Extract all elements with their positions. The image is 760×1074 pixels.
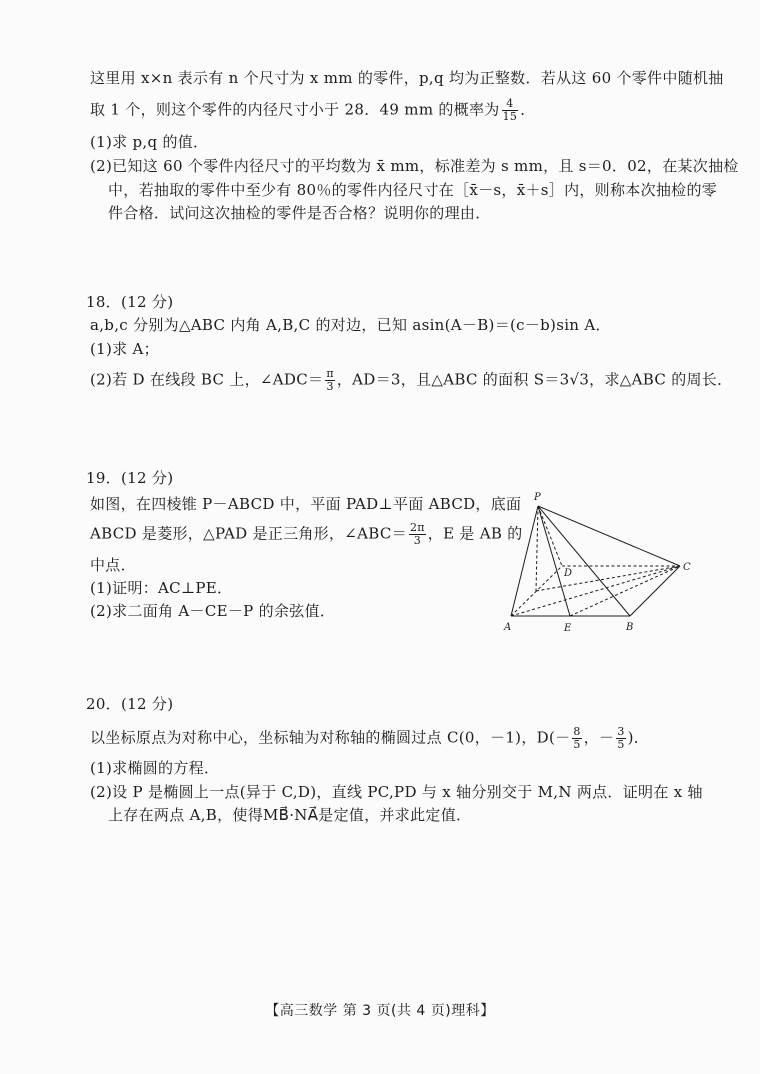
q19-line2	[90, 522, 523, 547]
label-B: B	[626, 622, 634, 633]
q20-header: 20．(12 分)	[86, 695, 174, 713]
label-C: C	[683, 562, 691, 573]
q20-fraction1	[572, 726, 581, 751]
page-footer: 【高三数学 第 3 页(共 4 页)理科】	[265, 1003, 495, 1019]
q20-part2-line1: (2)设 P 是椭圆上一点(异于 C,D)，直线 PC,PD 与 x 轴分别交于 M,N 两点．证明在 x 轴	[90, 783, 703, 801]
label-P: P	[534, 492, 541, 503]
edge-EC	[570, 566, 680, 616]
q20-frac1-num: 8	[573, 725, 581, 738]
q19-line2-text: ABCD 是菱形，△PAD 是正三角形，∠ABC＝	[90, 524, 407, 543]
q20-frac1-den: 5	[573, 738, 581, 751]
q20-line1-end: )．	[627, 728, 650, 747]
edge-height	[536, 506, 538, 591]
q19-line1: 如图，在四棱锥 P－ABCD 中，平面 PAD⊥平面 ABCD，底面	[90, 495, 522, 513]
q19-line3: 中点．	[90, 556, 136, 574]
q20-line1-text: 以坐标原点为对称中心，坐标轴为对称轴的椭圆过点 C(0，－1)，D(－	[90, 728, 571, 747]
q18-header: 18．(12 分)	[86, 293, 174, 311]
q19-frac-num: 2π	[409, 521, 425, 534]
q17-part2-line3: 件合格．试问这次抽检的零件是否合格？说明你的理由．	[108, 204, 491, 222]
q17-frac-num: 4	[502, 98, 519, 111]
edge-PC	[538, 506, 680, 566]
q20-line1-mid: ，－	[583, 728, 615, 747]
q20-frac2-den: 5	[617, 738, 625, 751]
q17-line1: 这里用 x×n 表示有 n 个尺寸为 x mm 的零件，p,q 均为正整数．若从这 60 个零件中随机抽	[90, 69, 724, 87]
q17-part2-line2: 中，若抽取的零件中至少有 80％的零件内径尺寸在［x̄－s，x̄＋s］内，则称本次抽检的零	[108, 181, 718, 199]
q19-part2: (2)求二面角 A－CE－P 的余弦值．	[90, 602, 336, 620]
q20-fraction2	[616, 726, 625, 751]
q18-part2	[90, 368, 732, 393]
q19-fraction	[409, 522, 426, 547]
q19-header: 19．(12 分)	[86, 469, 174, 487]
q19-part1: (1)证明：AC⊥PE．	[90, 579, 233, 597]
q17-fraction	[502, 98, 519, 123]
edge-PB	[538, 506, 630, 616]
q20-part1: (1)求椭圆的方程．	[90, 759, 220, 777]
q18-frac-den: 3	[326, 380, 334, 393]
q18-part1: (1)求 A；	[90, 340, 159, 358]
pyramid-figure	[498, 488, 698, 636]
q20-frac2-num: 3	[617, 725, 625, 738]
q20-part2-line2: 上存在两点 A,B，使得MB⃗·NA⃗是定值，并求此定值．	[108, 806, 472, 824]
label-D: D	[564, 568, 573, 579]
q17-line2-end: ．	[520, 100, 536, 119]
q18-part2-text: (2)若 D 在线段 BC 上，∠ADC＝	[90, 370, 324, 389]
q18-line1: a,b,c 分别为△ABC 内角 A,B,C 的对边，已知 asin(A－B)＝(c－b)sin A．	[90, 316, 611, 334]
q17-line2	[90, 98, 536, 123]
q19-line2-end: ，E 是 AB 的	[427, 524, 523, 543]
q19-frac-den: 3	[413, 534, 422, 547]
q17-part1: (1)求 p,q 的值．	[90, 133, 209, 151]
label-A: A	[504, 622, 512, 633]
edge-PA	[511, 506, 538, 616]
q17-line2-text: 取 1 个，则这个零件的内径尺寸小于 28．49 mm 的概率为	[90, 100, 500, 119]
q18-part2-end: ，AD＝3，且△ABC 的面积 S＝3√3，求△ABC 的周长．	[336, 370, 733, 389]
q18-fraction	[325, 368, 335, 393]
q18-frac-num: π	[326, 367, 334, 380]
label-E: E	[564, 623, 572, 634]
q17-frac-den: 15	[502, 110, 518, 123]
q20-line1	[90, 726, 649, 751]
q17-part2-line1: (2)已知这 60 个零件内径尺寸的平均数为 x̄ mm，标准差为 s mm，且 s＝0．02，在某次抽检	[90, 157, 739, 175]
